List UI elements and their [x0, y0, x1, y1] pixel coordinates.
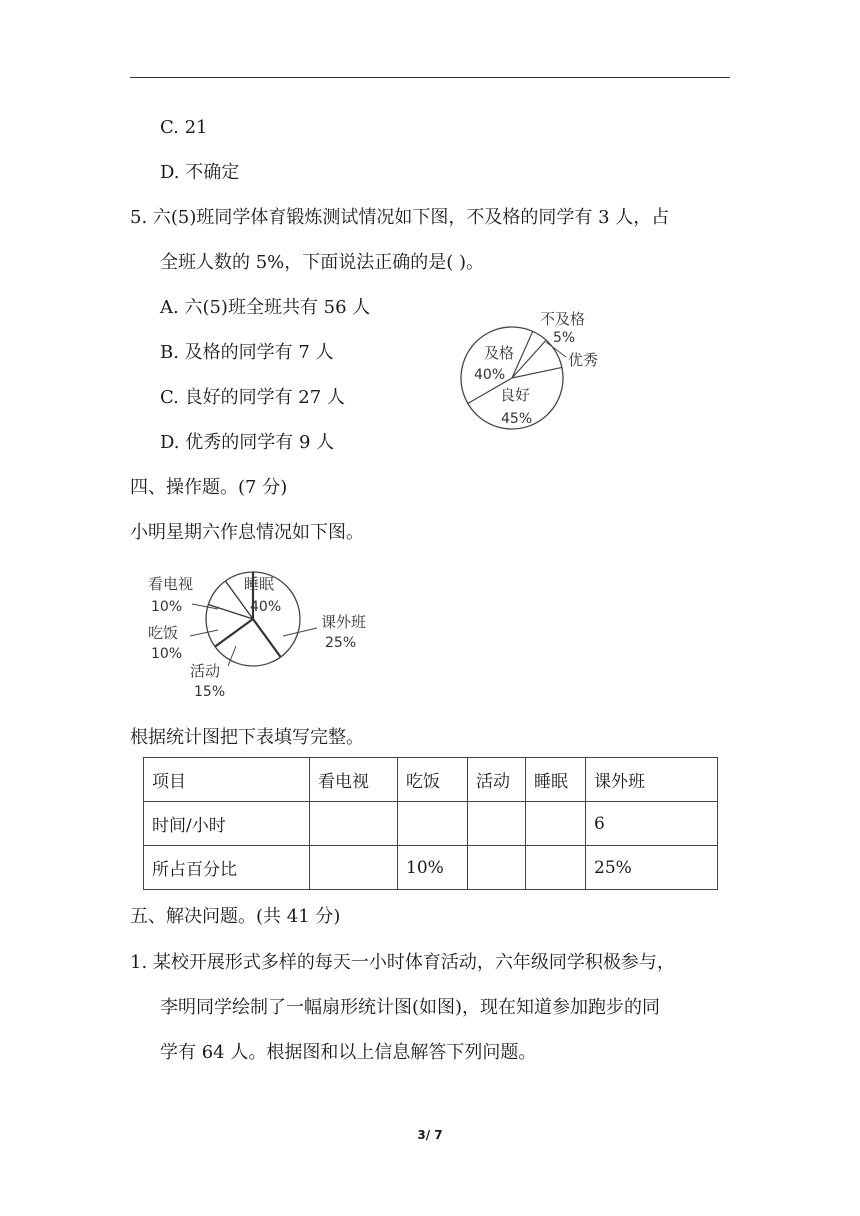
slice-label-fail: 不及格	[540, 310, 586, 328]
slice-label-class: 课外班	[321, 613, 367, 631]
table-cell	[526, 846, 586, 890]
table-cell	[398, 802, 468, 846]
table-cell: 睡眠	[526, 758, 586, 802]
question-5-line-2: 全班人数的 5%，下面说法正确的是( )。	[160, 252, 485, 273]
section-5-heading: 五、解决问题。(共 41 分)	[130, 906, 341, 927]
table-row	[144, 846, 718, 890]
schedule-intro: 小明星期六作息情况如下图。	[130, 522, 364, 543]
slice-value-sleep: 40%	[250, 599, 282, 615]
section-4-heading: 四、操作题。(7 分)	[130, 477, 288, 498]
question-5-option-a: A. 六(5)班全班共有 56 人	[160, 297, 371, 318]
table-row	[144, 802, 718, 846]
slice-value-good: 45%	[501, 411, 533, 427]
slice-label-excellent: 优秀	[568, 351, 599, 369]
slice-value-activity: 15%	[194, 684, 226, 700]
slice-label-sleep: 睡眠	[244, 575, 275, 593]
slice-value-eat: 10%	[151, 646, 183, 662]
slice-value-fail: 5%	[553, 330, 576, 346]
table-row	[144, 758, 718, 802]
problem-1-line-1: 1. 某校开展形式多样的每天一小时体育活动，六年级同学积极参与，	[130, 952, 675, 973]
slice-value-tv: 10%	[151, 599, 183, 615]
slice-label-eat: 吃饭	[148, 624, 179, 642]
table-cell: 项目	[144, 758, 310, 802]
slice-label-good: 良好	[500, 386, 531, 404]
table-cell	[310, 802, 398, 846]
slice-label-activity: 活动	[190, 662, 221, 680]
schedule-table	[143, 757, 718, 890]
table-cell	[468, 802, 526, 846]
fill-table-prompt: 根据统计图把下表填写完整。	[130, 727, 364, 748]
eat-leader-line	[190, 630, 218, 636]
pie-slice-boundary	[253, 619, 281, 657]
slice-label-pass: 及格	[484, 344, 515, 362]
question-5-option-c: C. 良好的同学有 27 人	[160, 387, 345, 408]
table-cell: 活动	[468, 758, 526, 802]
question-5-option-b: B. 及格的同学有 7 人	[160, 342, 334, 363]
problem-1-line-3: 学有 64 人。根据图和以上信息解答下列问题。	[160, 1042, 537, 1063]
pie-slice-boundary	[208, 605, 253, 620]
table-cell: 10%	[398, 846, 468, 890]
table-cell: 25%	[586, 846, 718, 890]
table-cell: 看电视	[310, 758, 398, 802]
slice-value-pass: 40%	[474, 367, 506, 383]
table-cell: 时间/小时	[144, 802, 310, 846]
page-number: 3/ 7	[417, 1128, 443, 1142]
header-rule	[130, 77, 730, 78]
slice-value-class: 25%	[325, 635, 357, 651]
option-c: C. 21	[160, 117, 208, 138]
table-cell: 吃饭	[398, 758, 468, 802]
option-d: D. 不确定	[160, 162, 240, 183]
table-cell	[526, 802, 586, 846]
question-5-option-d: D. 优秀的同学有 9 人	[160, 432, 335, 453]
table-cell: 课外班	[586, 758, 718, 802]
problem-1-line-2: 李明同学绘制了一幅扇形统计图(如图)，现在知道参加跑步的同	[160, 997, 661, 1018]
pie-slice-boundary	[512, 331, 533, 378]
table-cell: 6	[586, 802, 718, 846]
table-cell: 所占百分比	[144, 846, 310, 890]
class-leader-line	[283, 628, 317, 636]
saturday-schedule-pie-chart	[140, 560, 390, 705]
fitness-test-pie-chart	[450, 302, 620, 434]
table-cell	[468, 846, 526, 890]
table-cell	[310, 846, 398, 890]
slice-label-tv: 看电视	[148, 575, 194, 593]
pie-slice-boundary	[215, 619, 253, 647]
question-5-line-1: 5. 六(5)班同学体育锻炼测试情况如下图，不及格的同学有 3 人，占	[130, 207, 670, 228]
